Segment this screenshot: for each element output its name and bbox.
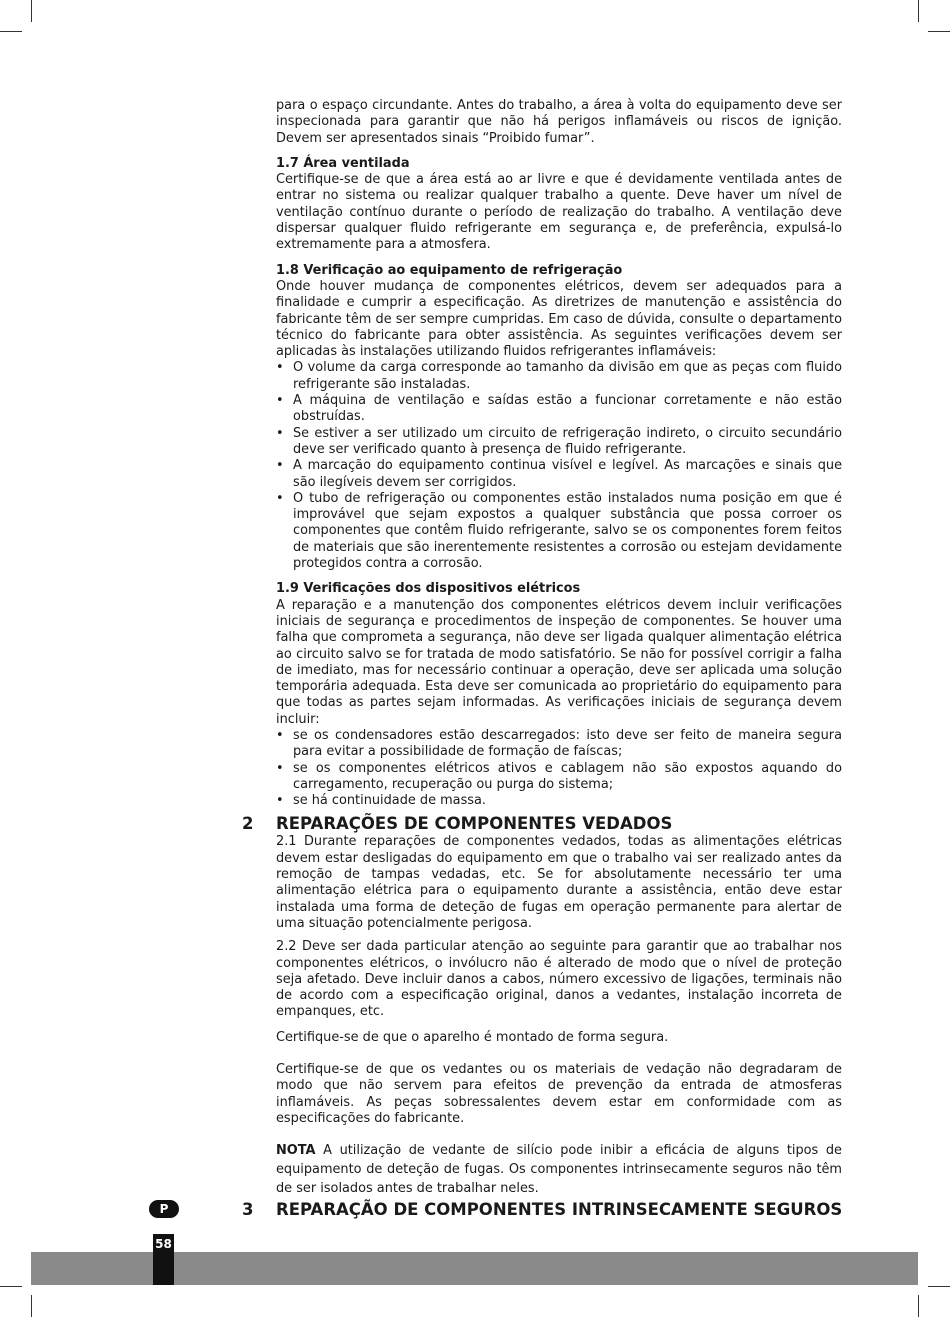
crop-mark (0, 1286, 22, 1287)
seals-paragraph: Certifique-se de que os vedantes ou os materiais de vedação não degradaram de modo que não servem para efeitos de prevenção da entrada de atmosferas inflamáveis. As peças sobressalentes devem estar em conformidade com as especificações do fabricante. (276, 1062, 842, 1126)
section-1-7-heading: 1.7 Área ventilada (276, 155, 410, 171)
mount-paragraph: Certifique-se de que o aparelho é montado de forma segura. (276, 1029, 669, 1045)
section-2-number: 2 (242, 814, 254, 834)
section-2-title: REPARAÇÕES DE COMPONENTES VEDADOS (276, 814, 673, 834)
section-1-9-heading: 1.9 Verificações dos dispositivos elétricos (276, 581, 581, 597)
page-body (242, 98, 842, 1198)
section-1-8-list (276, 360, 842, 572)
note-paragraph (276, 1141, 842, 1198)
section-2-1-paragraph: 2.1 Durante reparações de componentes vedados, todas as alimentações elétricas devem estar desligadas do equipamento em que o trabalho vai ser realizado antes da remoção de tampas vedadas, etc. Se for absolutamente necessário ter uma alimentação elétrica para o equipamento durante a assistência, então deve estar instalada uma forma de deteção de fugas em operação permanente para alertar de uma situação potencialmente perigosa. (276, 834, 842, 931)
section-3-number: 3 (242, 1200, 254, 1219)
section-3-title: REPARAÇÃO DE COMPONENTES INTRINSECAMENTE SEGUROS (276, 1200, 843, 1219)
note-text: A utilização de vedante de silício pode inibir a eficácia de alguns tipos de equipamento de deteção de fugas. Os componentes intrinsecamente seguros não têm de ser isolados antes de trabalhar neles. (276, 1143, 842, 1197)
crop-mark (0, 31, 22, 32)
section-3-heading (242, 1200, 843, 1220)
section-2-2-paragraph: 2.2 Deve ser dada particular atenção ao seguinte para garantir que ao trabalhar nos componentes elétricos, o invólucro não é alterado de modo que o nível de proteção seja afetado. Deve incluir danos a cabos, número excessivo de ligações, terminais não de acordo com a especificação original, danos a vedantes, instalação incorreta de empanques, etc. (276, 939, 842, 1020)
section-1-9-list (276, 728, 842, 809)
list-item: • se os condensadores estão descarregados: isto deve ser feito de maneira segura para evitar a possibilidade de formação de faíscas; (276, 728, 842, 761)
note-label: NOTA (276, 1143, 316, 1159)
page-number: 58 (153, 1234, 174, 1285)
list-item: • se há continuidade de massa. (276, 793, 842, 809)
list-item: • se os componentes elétricos ativos e cablagem não são expostos aquando do carregamento, recuperação ou purga do sistema; (276, 761, 842, 794)
list-item: • O volume da carga corresponde ao tamanho da divisão em que as peças com fluido refrigerante são instaladas. (276, 360, 842, 393)
crop-mark (928, 31, 950, 32)
language-badge: P (149, 1200, 179, 1218)
crop-mark (918, 0, 919, 22)
list-item: • A marcação do equipamento continua visível e legível. As marcações e sinais que são ilegíveis devem ser corrigidos. (276, 458, 842, 491)
crop-mark (31, 0, 32, 22)
section-1-9-body: A reparação e a manutenção dos componentes elétricos devem incluir verificações iniciais de segurança e procedimentos de inspeção de componentes. Se houver uma falha que comprometa a segurança, não deve ser ligada qualquer alimentação elétrica ao circuito salvo se for tratada de modo satisfatório. Se não for possível corrigir a falha de imediato, mas for necessário continuar a operação, deve ser aplicada uma solução temporária adequada. Esta deve ser comunicada ao proprietário do equipamento para que todas as partes sejam informadas. As verificações iniciais de segurança devem incluir: (276, 597, 842, 727)
list-item: • Se estiver a ser utilizado um circuito de refrigeração indireto, o circuito secundário deve ser verificado quanto à presença de fluido refrigerante. (276, 426, 842, 459)
section-1-8-heading: 1.8 Verificação ao equipamento de refrigeração (276, 262, 623, 278)
section-2-heading (242, 814, 842, 834)
crop-mark (918, 1295, 919, 1317)
list-item: • O tubo de refrigeração ou componentes estão instalados numa posição em que é improvável que sejam expostos a qualquer substância que possa corroer os componentes que contêm fluido refrigerante, salvo se os componentes forem feitos de materiais que são inerentemente resistentes a corrosão ou estejam devidamente protegidos contra a corrosão. (276, 491, 842, 572)
crop-mark (928, 1286, 950, 1287)
section-1-8-body: Onde houver mudança de componentes elétricos, devem ser adequados para a finalidade e cumprir a especificação. As diretrizes de manutenção e assistência do fabricante têm de ser sempre cumpridas. Em caso de dúvida, consulte o departamento técnico do fabricante para obter assistência. As seguintes verificações devem ser aplicadas às instalações utilizando fluidos refrigerantes inflamáveis: (276, 278, 842, 360)
crop-mark (31, 1295, 32, 1317)
intro-paragraph: para o espaço circundante. Antes do trabalho, a área à volta do equipamento deve ser inspecionada para garantir que não há perigos inflamáveis ou riscos de ignição. Devem ser apresentados sinais “Proibido fumar”. (276, 98, 842, 146)
list-item: • A máquina de ventilação e saídas estão a funcionar corretamente e não estão obstruídas. (276, 393, 842, 426)
section-1-7-body: Certifique-se de que a área está ao ar livre e que é devidamente ventilada antes de entrar no sistema ou realizar qualquer trabalho a quente. Deve haver um nível de ventilação contínuo durante o período de realização do trabalho. A ventilação deve dispersar qualquer fluido refrigerante em segurança e, de preferência, expulsá-lo extremamente para a atmosfera. (276, 172, 842, 253)
